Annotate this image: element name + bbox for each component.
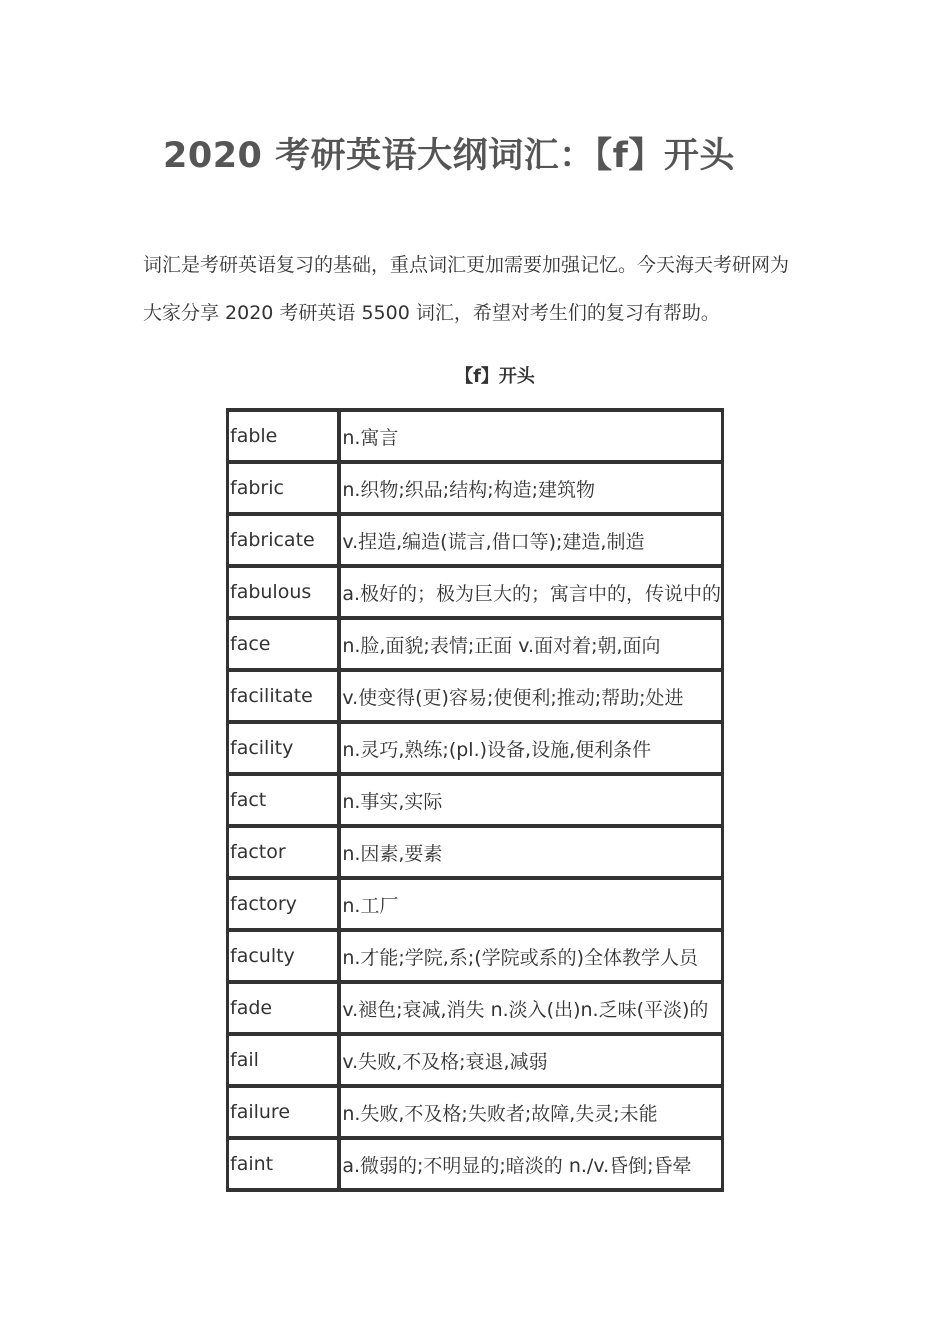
table-row bbox=[228, 514, 722, 566]
word-cell: fabric bbox=[228, 462, 340, 514]
meaning-cell: n.失败,不及格;失败者;故障,失灵;未能 bbox=[340, 1086, 722, 1138]
word-cell: fade bbox=[228, 982, 340, 1034]
table-row bbox=[228, 930, 722, 982]
meaning-cell: v.使变得(更)容易;使便利;推动;帮助;处进 bbox=[340, 670, 722, 722]
word-cell: face bbox=[228, 618, 340, 670]
table-row bbox=[228, 1138, 722, 1190]
table-row bbox=[228, 1034, 722, 1086]
word-cell: faint bbox=[228, 1138, 340, 1190]
vocabulary-table bbox=[226, 408, 724, 1192]
table-row bbox=[228, 618, 722, 670]
section-heading: 【f】开头 bbox=[455, 366, 535, 387]
word-cell: fabricate bbox=[228, 514, 340, 566]
meaning-cell: n.织物;织品;结构;构造;建筑物 bbox=[340, 462, 722, 514]
table-row bbox=[228, 410, 722, 462]
meaning-cell: n.工厂 bbox=[340, 878, 722, 930]
intro-line-1: 词汇是考研英语复习的基础，重点词汇更加需要加强记忆。今天海天考研网为 bbox=[143, 254, 790, 276]
word-cell: facility bbox=[228, 722, 340, 774]
word-cell: fabulous bbox=[228, 566, 340, 618]
word-cell: facilitate bbox=[228, 670, 340, 722]
meaning-cell: v.褪色;衰减,消失 n.淡入(出)n.乏味(平淡)的 bbox=[340, 982, 722, 1034]
meaning-cell: n.寓言 bbox=[340, 410, 722, 462]
meaning-cell: v.失败,不及格;衰退,减弱 bbox=[340, 1034, 722, 1086]
table-row bbox=[228, 722, 722, 774]
table-row bbox=[228, 1086, 722, 1138]
meaning-cell: n.才能;学院,系;(学院或系的)全体教学人员 bbox=[340, 930, 722, 982]
table-row bbox=[228, 774, 722, 826]
page-title: 2020 考研英语大纲词汇：【f】开头 bbox=[163, 136, 735, 176]
meaning-cell: n.事实,实际 bbox=[340, 774, 722, 826]
meaning-cell: a.极好的；极为巨大的；寓言中的，传说中的 bbox=[340, 566, 722, 618]
word-cell: factory bbox=[228, 878, 340, 930]
meaning-cell: v.捏造,编造(谎言,借口等);建造,制造 bbox=[340, 514, 722, 566]
table-row bbox=[228, 826, 722, 878]
table-row bbox=[228, 566, 722, 618]
table-row bbox=[228, 878, 722, 930]
table-row bbox=[228, 982, 722, 1034]
intro-line-2: 大家分享 2020 考研英语 5500 词汇，希望对考生们的复习有帮助。 bbox=[143, 302, 720, 324]
word-cell: factor bbox=[228, 826, 340, 878]
meaning-cell: n.脸,面貌;表情;正面 v.面对着;朝,面向 bbox=[340, 618, 722, 670]
word-cell: fact bbox=[228, 774, 340, 826]
meaning-cell: n.灵巧,熟练;(pl.)设备,设施,便利条件 bbox=[340, 722, 722, 774]
word-cell: failure bbox=[228, 1086, 340, 1138]
table-row bbox=[228, 462, 722, 514]
meaning-cell: n.因素,要素 bbox=[340, 826, 722, 878]
meaning-cell: a.微弱的;不明显的;暗淡的 n./v.昏倒;昏晕 bbox=[340, 1138, 722, 1190]
word-cell: faculty bbox=[228, 930, 340, 982]
table-row bbox=[228, 670, 722, 722]
word-cell: fail bbox=[228, 1034, 340, 1086]
word-cell: fable bbox=[228, 410, 340, 462]
